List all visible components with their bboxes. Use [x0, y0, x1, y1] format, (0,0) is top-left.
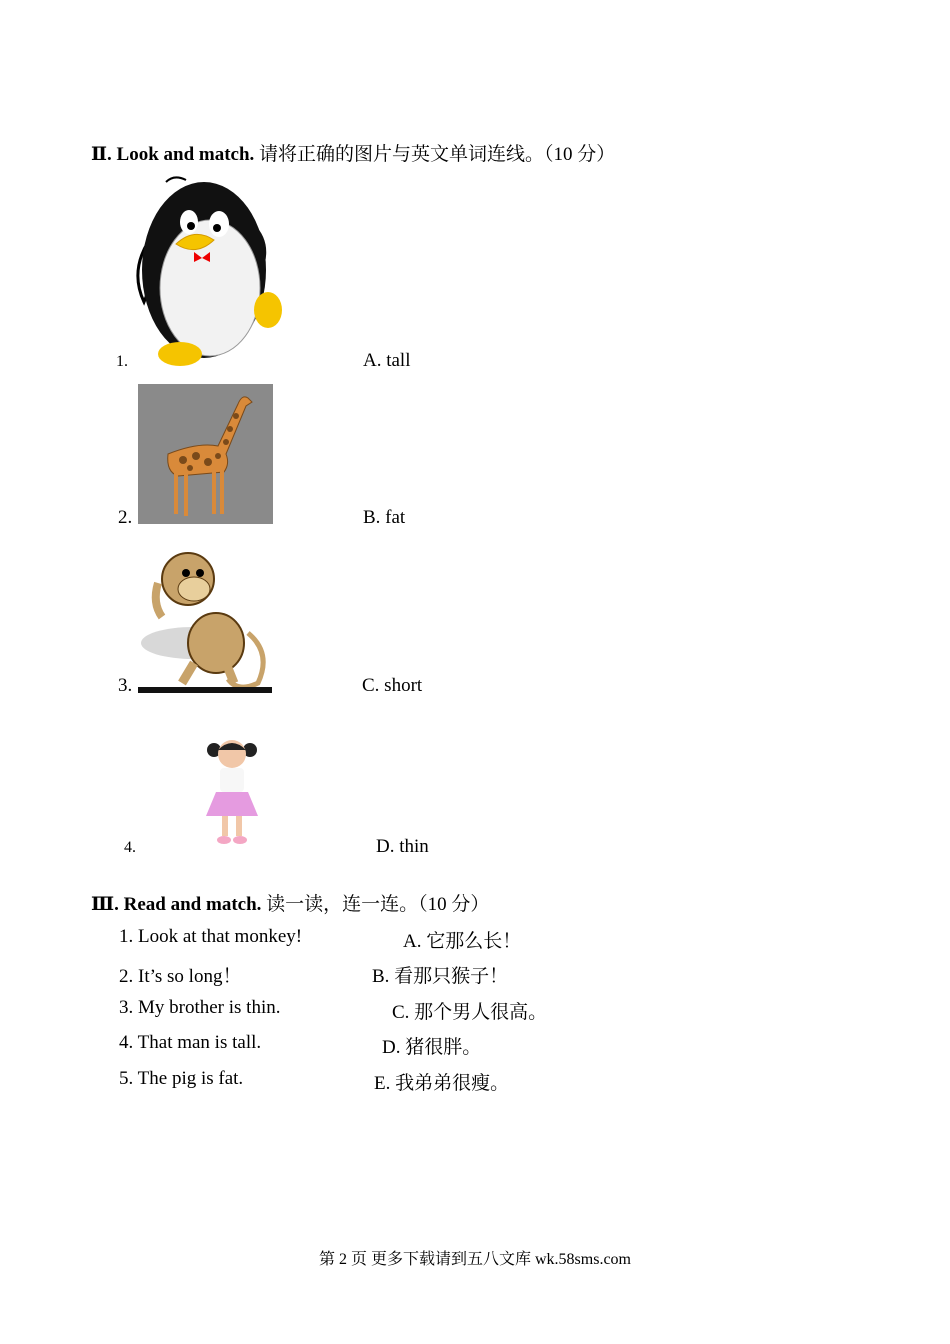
section-3-instruction: 读一读，连一连。（10 分）	[266, 894, 490, 915]
section-2-heading: Ⅱ. Look and match. 请将正确的图片与英文单词连线。（10 分）	[91, 144, 616, 165]
section-2-instruction: 请将正确的图片与英文单词连线。（10 分）	[259, 144, 616, 165]
translation-d: D. 猪很胖。	[382, 1037, 482, 1058]
sentence-4: 4. That man is tall.	[119, 1032, 262, 1053]
option-d: D. thin	[376, 836, 429, 857]
section-3-heading: Ⅲ. Read and match. 读一读，连一连。（10 分）	[91, 894, 490, 915]
translation-b: B. 看那只猴子！	[372, 966, 509, 987]
sentence-2: 2. It’s so long！	[119, 966, 242, 987]
section-2-title: Look and match.	[116, 144, 255, 165]
translation-a: A. 它那么长！	[403, 931, 522, 952]
section-3-title: Read and match.	[123, 894, 262, 915]
item-1-number: 1.	[116, 353, 128, 370]
option-a: A. tall	[363, 350, 411, 371]
sentence-1: 1. Look at that monkey!	[119, 926, 303, 947]
sentence-5: 5. The pig is fat.	[119, 1068, 244, 1089]
page-footer: 第 2 页 更多下载请到五八文库 wk.58sms.com	[318, 1251, 631, 1268]
translation-c: C. 那个男人很高。	[392, 1002, 548, 1023]
monkey-image	[138, 543, 272, 693]
section-3-roman: Ⅲ	[91, 894, 115, 915]
item-3-number: 3.	[118, 675, 133, 696]
translation-e: E. 我弟弟很瘦。	[374, 1073, 510, 1094]
sentence-3: 3. My brother is thin.	[119, 997, 281, 1018]
item-4-number: 4.	[124, 839, 136, 856]
girl-image	[200, 736, 264, 848]
option-b: B. fat	[363, 507, 406, 528]
giraffe-image	[138, 384, 273, 524]
item-2-number: 2.	[118, 507, 133, 528]
section-2-roman: Ⅱ	[91, 144, 108, 165]
option-c: C. short	[362, 675, 423, 696]
penguin-image	[134, 172, 284, 370]
